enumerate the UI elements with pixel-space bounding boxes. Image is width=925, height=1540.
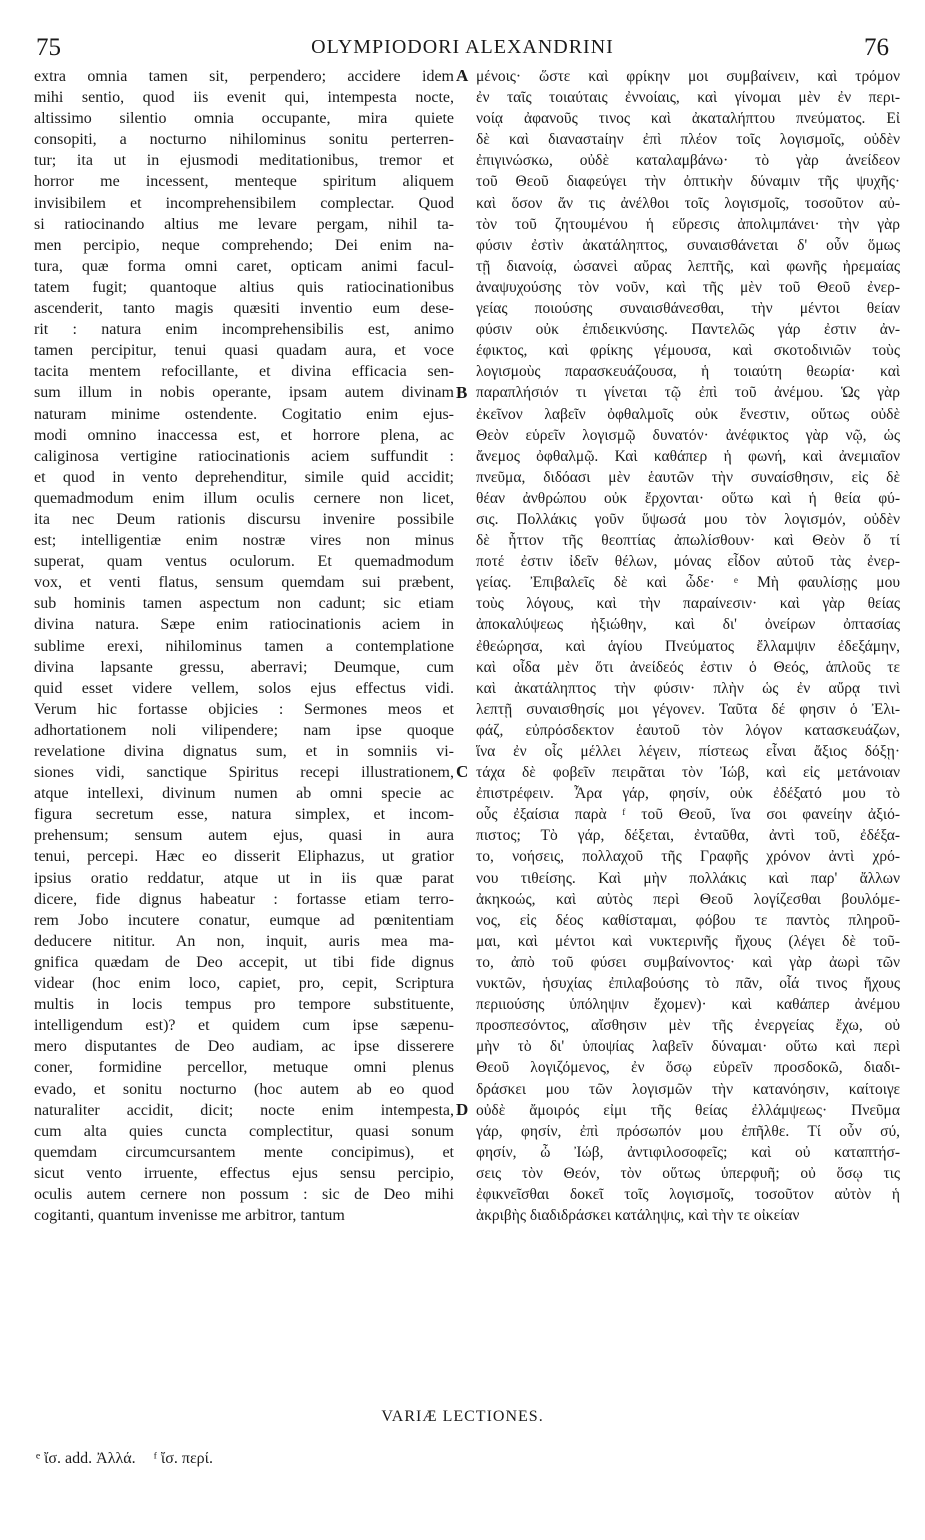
greek-text-line: καὶ ἀκατάληπτος τὴν φύσιν· πλὴν ὡς ἐν αὔρᾳ τινὶ: [476, 679, 900, 697]
greek-text-line: νοίᾳ ἀφανοῦς τινος καὶ ἀκαταλήπτου πνεύματος. Εἰ: [476, 110, 900, 128]
latin-text-line: sicut vento irruente, effectus ejus sensu percipio,: [34, 1164, 454, 1182]
footnote-e: ᵉ ἴσ. add. Ἀλλά.: [36, 1450, 136, 1467]
greek-text-line: τὸν τοῦ ζητουμένου ἡ εὕρεσις ἀπολιμπάνει· τὴν γὰρ: [476, 215, 900, 233]
latin-text-line: prehensum; sensum autem ejus, quasi in aura: [34, 827, 454, 845]
latin-text-line: et quod in vento deprehenditur, simile quid accidit;: [34, 468, 454, 486]
greek-text-line: γείας ποιούσης συναισθάνεσθαι, τὴν μέντοι θείαν: [476, 300, 900, 318]
greek-text-line: ποτέ ἐστιν ἰδεῖν θέλων, μόνας εἶδον αὐτοῦ τὰς ἐνερ-: [476, 553, 900, 571]
greek-text-line: ἀκριβὴς διαδιδράσκει κατάληψις, καὶ τὴν τε οἰκείαν: [476, 1207, 800, 1225]
latin-text-line: caliginosa vertigine ratiocinationis aciem suffundit :: [34, 447, 454, 465]
greek-text-line: νυκτῶν, ἡσυχίας ἐπιλαβούσης τὸ πᾶν, οἷά τινος ἤχους: [476, 975, 900, 993]
latin-text-line: ipsius oratio reddatur, atque ut in iis quæ parat: [34, 869, 454, 887]
latin-text-line: gnifica quædam de Deo accepit, ut tibi fide dignus: [34, 953, 454, 971]
latin-text-line: quemdam circumcursantem mente concipimus), et: [34, 1143, 454, 1161]
greek-text-line: Θεὸν εὑρεῖν λογισμῷ δυνατόν· ἀνέφικτος γὰρ νῷ, ὡς: [476, 426, 900, 444]
latin-text-line: videar (hoc enim loco, capiet, pro, cepit, Scriptura: [34, 975, 454, 993]
latin-text-line: consopiti, a nocturno nihilominus sonitu perterren-: [34, 131, 454, 149]
greek-text-line: ἵνα ἐν οἷς μέλλει λέγειν, πίστεως εἶναι ἄξιος δόξῃ·: [476, 743, 900, 760]
greek-text-line: παραπλήσιόν τι γίνεται τῷ ἐπὶ τοῦ ἀνέμου. Ὡς γὰρ: [476, 384, 900, 402]
page-number-left: 75: [36, 34, 61, 61]
latin-text-line: ascenderit, tanto magis quæsiti inventio eum dese-: [34, 300, 454, 318]
latin-text-line: si ratiocinando altius me levare pergam, nihil ta-: [34, 215, 454, 233]
latin-text-line: cogitanti, quantum invenisse me arbitror, tantum: [34, 1207, 345, 1225]
greek-text-line: μένοις· ὥστε καὶ φρίκην μοι συμβαίνειν, καὶ τρόμον: [476, 68, 900, 85]
greek-text-line: δράσκει μου τῶν λογισμῶν τὴν κατανόησιν, καίτοιγε: [476, 1080, 900, 1098]
latin-text-line: mihi sentio, quod iis evenit qui, intempesta nocte,: [34, 89, 454, 107]
latin-text-line: invisibilem et incomprehensibilem complectar. Quod: [34, 194, 454, 212]
latin-text-line: cum alta quies cuncta complectitur, quasi sonum: [34, 1122, 454, 1140]
section-marker-d: D: [456, 1100, 469, 1119]
greek-text-line: τάχα δὲ φοβεῖν πειρᾶται τὸν Ἰώβ, καὶ εἰς μετάνοιαν: [476, 764, 900, 782]
latin-text-line: atque intellexi, divinum numen ab omni specie ac: [34, 785, 454, 803]
page-number-right: 76: [864, 34, 889, 61]
latin-text-line: divina natura. Sæpe enim ratiocinationis aciem in: [34, 616, 454, 634]
greek-text-line: θέαν ἀνθρώπου οὐκ ἔρχονται· οὕτω καὶ ἡ θεία φύ-: [476, 489, 900, 507]
latin-text-line: horror me incessent, menteque spiritum aliquem: [34, 173, 454, 191]
greek-text-line: Θεοῦ λογιζόμενος, ἐν ὅσῳ εὑρεῖν προσδοκῶ, διαδι-: [476, 1059, 900, 1077]
greek-text-line: ἐφικνεῖσθαι δοκεῖ τοῖς λογισμοῖς, τοσοῦτον αὐτὸν ἡ: [476, 1185, 900, 1203]
section-marker-c: C: [456, 762, 469, 781]
footnotes: [36, 1450, 227, 1468]
latin-text-line: vox, et venti flatus, sensum quemdam sui præbent,: [34, 574, 454, 592]
latin-text-line: tenui, percepi. Hæc eo disserit Eliphazus, ut gratior: [34, 848, 454, 866]
section-marker-a: A: [456, 66, 469, 85]
latin-text-line: sum illum in nobis operante, ipsam autem divinam: [34, 384, 454, 402]
latin-text-line: dicere, fide dignus habeatur : fortasse etiam terro-: [34, 890, 454, 908]
greek-text-line: ἐπιγινώσκω, οὐδὲ καταλαμβάνω· τὸ γὰρ ἀνείδεον: [476, 152, 900, 170]
greek-text-line: περιιούσης ὑπόληψιν ἔχομεν)· καὶ καθάπερ ἀνέμου: [476, 996, 900, 1014]
latin-text-line: intelligendum est)? et quidem cum ipse sæpenu-: [34, 1017, 454, 1035]
latin-text-line: altissimo silentio omnia occupante, mira quiete: [34, 110, 454, 128]
greek-text-line: τοὺς λόγους, καὶ τὴν παραίνεσιν· καὶ γὰρ θείας: [476, 595, 900, 613]
latin-text-line: quid esset videre vellem, solos ejus effectus vidi.: [34, 679, 454, 697]
latin-text-line: men percipio, neque comprehendo; Dei enim na-: [34, 236, 454, 254]
footnote-f: ᶠ ἴσ. περί.: [153, 1450, 213, 1467]
greek-text-line: γείας. Ἐπιβαλεῖς δὲ καὶ ὧδε· ᵉ Μὴ φαυλίσῃς μου: [476, 574, 900, 592]
greek-text-line: νου τιθείσης. Καὶ μὴν πολλάκις καὶ παρ' ἄλλων: [476, 869, 900, 887]
latin-text-line: revelatione divina dignatus sum, et in somniis vi-: [34, 743, 454, 760]
greek-text-line: λεπτῇ συναισθησίς μοι γέγονεν. Ταῦτα δέ φησιν ὁ Ἐλι-: [476, 700, 900, 718]
section-marker-b: B: [456, 383, 468, 402]
greek-text-line: οὖς ἐξαίσια παρὰ ᶠ τοῦ Θεοῦ, ἵνα σοι φανείην ἀξιό-: [476, 806, 900, 824]
latin-text-line: tatem fugit; quantoque altius quis ratiocinationibus: [34, 278, 454, 296]
greek-column: [476, 66, 900, 1226]
greek-text-line: προσπεσόντος, αἴσθησιν μὲν τῆς ἐνεργείας ἔχω, οὐ: [476, 1017, 900, 1035]
greek-text-line: ἐπιστρέφειν. Ἆρα γάρ, φησίν, οὐκ ἐδέξατό μου τὸ: [476, 785, 900, 803]
latin-text-line: coner, formidine percellor, metuque omni plenus: [34, 1059, 454, 1077]
latin-text-line: oculis autem cernere non possum : sic de Deo mihi: [34, 1185, 454, 1203]
greek-text-line: ἀκηκοώς, καὶ αὐτὸς περὶ Θεοῦ λογίζεσθαι βουλόμε-: [476, 890, 900, 908]
greek-text-line: ἄνεμος ὀφθαλμῷ. Καὶ καθάπερ ἡ φωνή, καὶ ἀνεμιαῖον: [476, 447, 900, 465]
latin-text-line: quemadmodum enim illum oculis cernere non licet,: [34, 489, 454, 507]
greek-text-line: φησίν, ὦ Ἰώβ, ἀντιφιλοσοφεῖς; καὶ οὐ καταπτήσ-: [476, 1143, 900, 1161]
latin-text-line: siones vidi, sanctique Spiritus recepi illustrationem,: [34, 764, 454, 782]
greek-text-line: μαι, καὶ μέντοι καὶ νυκτερινῆς ἤχους (λέγει δὲ τοῦ-: [476, 932, 900, 950]
greek-text-line: τῇ διανοίᾳ, ὡσανεὶ αὔρας λεπτῆς, καὶ φωνῆς ἠρεμαίας: [476, 257, 900, 275]
greek-text-line: τοῦ Θεοῦ διαφεύγει τὴν ὀπτικὴν δύναμιν τῆς ψυχῆς·: [476, 173, 900, 191]
latin-text-line: rit : natura enim incomprehensibilis est, animo: [34, 321, 454, 339]
latin-text-line: rem Jobo incutere conatur, eumque ad pœnitentiam: [34, 911, 454, 929]
variae-lectiones-title: VARIÆ LECTIONES.: [381, 1408, 544, 1425]
latin-text-line: multis in locis tempus pro tempore substituente,: [34, 996, 454, 1014]
greek-text-line: νος, εἰς δέος καθίσταμαι, φόβου τε παντὸς πληροῦ-: [476, 911, 900, 929]
greek-text-line: γάρ, φησίν, ἐπὶ πρόσωπόν μου ἐπῆλθε. Τί οὖν σύ,: [476, 1122, 900, 1140]
latin-text-line: tura, quæ forma omni caret, opticam animi facul-: [34, 257, 454, 275]
greek-text-line: οὐδὲ ἄμοιρός εἰμι τῆς θείας ἐλλάμψεως· Πνεῦμα: [476, 1101, 900, 1119]
latin-text-line: tur; ita ut in ejusmodi meditationibus, tremor et: [34, 152, 454, 170]
latin-text-line: deducere nititur. An non, inquit, auris mea ma-: [34, 932, 454, 950]
greek-text-line: φύσιν ἐστὶν ἀκατάληπτος, συναισθάνεται δ' οὖν ὅμως: [476, 236, 900, 254]
greek-text-line: δὲ καὶ διαναστaίην ἐπὶ πλέον τοῖς λογισμοῖς, οὐδὲν: [476, 131, 900, 149]
greek-text-line: φάζ, εὐπρόσδεκτον ἑαυτοῦ τὸν λόγον κατασκευάζων,: [476, 721, 900, 739]
greek-text-line: μὴν τὸ δι' ὑποψίας λαβεῖν δύναμαι· οὕτω καὶ περὶ: [476, 1038, 900, 1056]
greek-text-line: ἀναψυχούσης τὸν νοῦν, καὶ τῆς μὲν τοῦ Θεοῦ ἐνερ-: [476, 278, 900, 296]
greek-text-line: σις. Πολλάκις γοῦν ὕψωσά μου τὸν λογισμόν, οὐδὲν: [476, 510, 900, 528]
greek-text-line: πιστος; Τὸ γάρ, δέξεται, ἐνταῦθα, ἀντὶ τοῦ, ἐδέξα-: [476, 827, 900, 845]
running-title: OLYMPIODORI ALEXANDRINI: [311, 36, 614, 58]
latin-text-line: est; intelligentiæ enim nostræ vires non minus: [34, 532, 454, 550]
latin-column: [34, 66, 454, 1226]
latin-text-line: tacita mentem refocillante, et divina efficacia sen-: [34, 363, 454, 381]
greek-text-line: έφικτος, καὶ φρίκης γέμουσα, καὶ σκοτοδινιῶν τοὺς: [476, 342, 900, 360]
latin-text-line: tamen percipitur, tenui quasi quadam aura, et voce: [34, 342, 454, 360]
latin-text-line: figura secretum esse, natura simplex, et incom-: [34, 806, 454, 824]
latin-text-line: sublime erexi, nihilominus tamen a contemplatione: [34, 637, 454, 655]
greek-text-line: ἐν ταῖς τοιαύταις ἐννοίαις, καὶ γίνομαι μὲν ἐν περι-: [476, 89, 900, 107]
greek-text-line: ἐθεώρησα, καὶ ἁγίου Πνεύματος ἔλλαμψιν ἐδεξάμην,: [476, 637, 900, 655]
greek-text-line: λογισμοὺς παρασκευάζουσα, ἡ τοιαύτη θεωρία· καὶ: [476, 363, 900, 381]
latin-text-line: ita nec Deum rationis discursu invenire possibile: [34, 510, 454, 528]
greek-text-line: το, ἀπὸ τοῦ φύσει συμβαίνοντος· καὶ γὰρ ἀωρὶ τῶν: [476, 953, 900, 971]
latin-text-line: superat, quam ventus oculorum. Et quemadmodum: [34, 553, 454, 571]
latin-text-line: naturam minime ostendente. Cogitatio enim ejus-: [34, 405, 454, 423]
greek-text-line: σεις τὸν Θεόν, τὸν οὕτως ὑπερφυῆ; οὐ ὅσῳ τις: [476, 1164, 900, 1182]
latin-text-line: divina lapsante gressu, aberravi; Deumque, cum: [34, 658, 454, 676]
greek-text-line: καὶ οἶδα μὲν ὅτι ἀνείδεός ἐστιν ὁ Θεός, ἁπλοῦς τε: [476, 658, 900, 676]
greek-text-line: πνεῦμα, διδόασι μὲν ἑαυτῶν τὴν συναίσθησιν, εἰς δὲ: [476, 468, 900, 486]
latin-text-line: Verum hic fortasse objicies : Sermones meos et: [34, 700, 454, 718]
latin-text-line: extra omnia tamen sit, perpendero; accidere idem: [34, 68, 454, 85]
page-header: [30, 30, 895, 64]
latin-text-line: modi omnino inaccessa est, et horrore plena, ac: [34, 426, 454, 444]
latin-text-line: sub hominis tamen aspectum non cadunt; sic etiam: [34, 595, 454, 613]
latin-text-line: evado, et sonitu nocturno (hoc autem ab eo quod: [34, 1080, 454, 1098]
greek-text-line: ἐκεῖνον λαβεῖν ὀφθαλμοῖς οὐκ ἔνεστιν, οὕτως οὐδὲ: [476, 405, 900, 423]
greek-text-line: ἀποκαλύψεως ἠξιώθην, καὶ δι' ὀνείρων ὀπτασίας: [476, 616, 900, 634]
latin-text-line: naturaliter accidit, dicit; nocte enim intempesta,: [34, 1101, 454, 1119]
greek-text-line: δὲ ἧττον τῆς θεοπτίας ἀπωλίσθουν· καὶ Θεὸν ὅ τί: [476, 532, 900, 550]
greek-text-line: το, νοήσεις, πολλαχοῦ τῆς Γραφῆς χρόνον ἀντὶ χρό-: [476, 848, 900, 866]
latin-text-line: adhortationem noli vilipendere; nam ipse quoque: [34, 721, 454, 739]
latin-text-line: mero disputantes de Deo audiam, ac ipse disserere: [34, 1038, 454, 1056]
greek-text-line: καὶ ὅσον ἄν τις ἀνέλθοι τοῖς λογισμοῖς, τοσοῦτον αὐ-: [476, 194, 900, 212]
greek-text-line: φύσιν οὐκ ἐπιδεικνύσης. Παντελῶς γάρ ἐστιν ἀν-: [476, 321, 900, 339]
